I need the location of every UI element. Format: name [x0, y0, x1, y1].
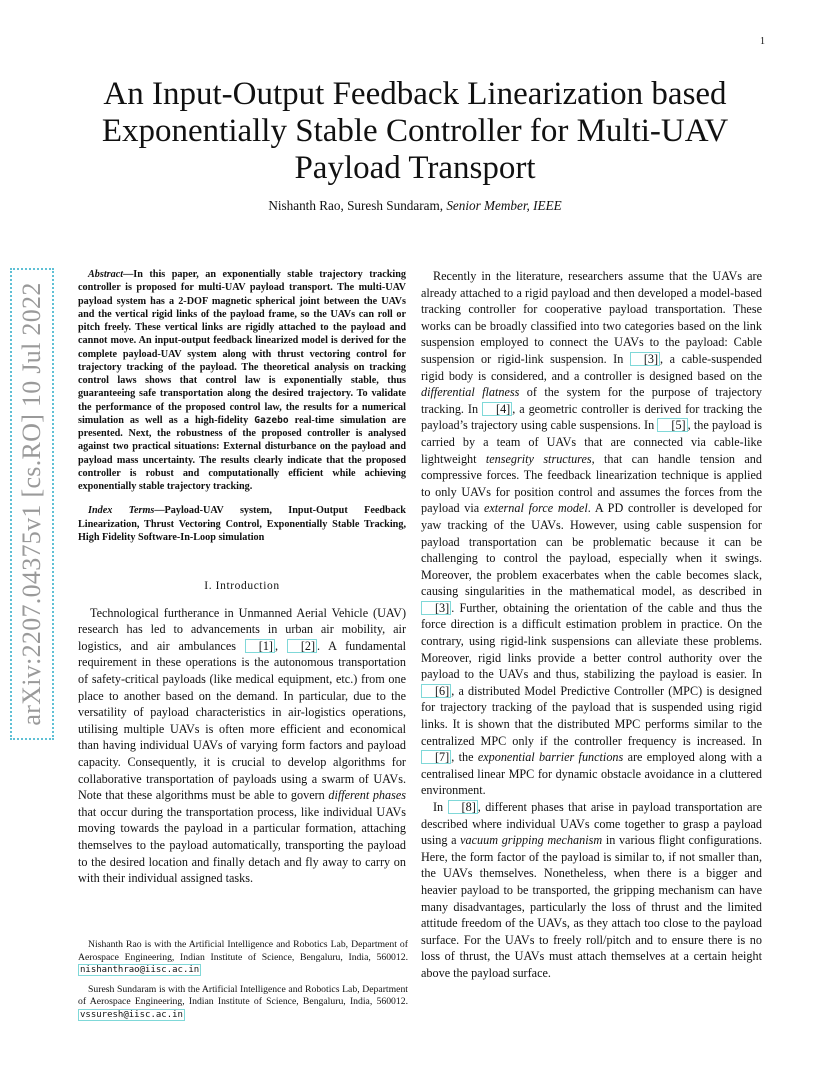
citation-link[interactable]: [1] [245, 639, 275, 653]
body-paragraph: In [8] , different phases that arise in payload transportation are described where individual UAVs come together to grasp a payload using a vacuum gripping mechanism in various flight configurations. Here, the form factor of the payload is similar to, if not smaller than, the UAVs themselves. Nonetheless, when there is a bigger and heavier payload to be transported, the gripping mechanism can have many disadvantages, particularly the loss of thrust and the limited attitude freedom of the UAVs, as they attach too close to the payload surface. For the UAVs to freely roll/pitch and to ensure there is no loss of thrust, the UAVs must attach themselves at a certain height above the payload surface. [421, 800, 763, 980]
title-line: Exponentially Stable Controller for Multi-UAV [101, 113, 729, 149]
title-line: Payload Transport [294, 150, 536, 186]
email-link[interactable]: vssuresh@iisc.ac.in [80, 1009, 183, 1020]
citation-link[interactable]: [2] [287, 639, 317, 653]
arxiv-identifier-stamp[interactable] [10, 268, 54, 740]
arxiv-identifier: arXiv:2207.04375v1 [cs.RO] 10 Jul 2022 [17, 282, 46, 726]
author-footnotes [78, 939, 408, 1029]
abstract: Abstract—In this paper, an exponentially stable trajectory tracking controller is proposed for multi-UAV payload transport. The multi-UAV payload system has a 2-DOF magnetic spherical joint between the UAVs and the vertical rigid links of the payload frame, so the UAVs can roll or pitch freely. These vertical links are rigidly attached to the payload and cannot move. An input-output feedback linearized model is derived for the complete payload-UAV system along with thrust vectoring control for trajectory tracking of the payload. The theoretical analysis on tracking control laws shows that control law is exponentially stable, thus guaranteeing safe transportation along the desired trajectory. To validate the performance of the proposed control law, the results for a numerical simulation as well as a high-fidelity Gazebo real-time simulation are presented. Next, the robustness of the proposed controller is analysed against two practical situations: External disturbance on the payload and payload mass uncertainty. The results clearly indicate that the proposed controller is robust and computationally efficient while achieving exponentially stable trajectory tracking. [78, 269, 407, 492]
left-column [78, 268, 406, 887]
index-terms-label: Index Terms [88, 505, 155, 517]
paper-title [60, 76, 770, 187]
title-line: An Input-Output Feedback Linearization based [103, 76, 727, 112]
intro-paragraph: Technological furtherance in Unmanned Aerial Vehicle (UAV) research has led to advancements in urban air mobility, air logistics, and air ambulances [1] , [2] . A fundamental requirement in these operations is the autonomous transportation of safety-critical payloads (like medical equipment, etc.) from one place to another based on the demand. In particular, due to the versatility of payload characteristics in air-logistics operations, utilising multiple UAVs is often more efficient and economical than having individual UAVs of varying form factors and payload capacity. Consequently, it is crucial to develop algorithms for collaborative transportation of payloads using a swarm of UAVs. Note that these algorithms must be able to govern different phases that occur during the transportation process, like individual UAVs moving towards the payload in a particular formation, attaching themselves to the payload automatically, transporting the payload to the desired location and finally detach and fly away to carry on with their individual assigned tasks. [78, 605, 407, 886]
footnote: Suresh Sundaram is with the Artificial Intelligence and Robotics Lab, Department of Aerospace Engineering, Indian Institute of Science, Bengaluru, India, 560012. vssuresh@iisc.ac.in [78, 983, 408, 1020]
gazebo-code: Gazebo [254, 414, 289, 426]
section-heading-introduction: I. Introduction [204, 580, 280, 592]
citation-link[interactable]: [4] [482, 402, 512, 416]
right-column [421, 268, 762, 982]
author-names: Nishanth Rao, Suresh Sundaram, [268, 198, 447, 213]
email-link[interactable]: nishanthrao@iisc.ac.in [80, 965, 200, 976]
footnote: Nishanth Rao is with the Artificial Intelligence and Robotics Lab, Department of Aerospace Engineering, Indian Institute of Science, Bengaluru, India, 560012. nishanthrao@iisc.ac.in [78, 939, 408, 976]
author-membership: Senior Member, IEEE [446, 198, 562, 213]
citation-link[interactable]: [5] [657, 418, 687, 432]
citation-link[interactable]: [3] [630, 352, 660, 366]
author-line [60, 198, 770, 214]
citation-link[interactable]: [6] [421, 684, 451, 698]
abstract-label: Abstract [88, 269, 124, 280]
citation-link[interactable]: [7] [421, 750, 451, 764]
citation-link[interactable]: [8] [448, 800, 478, 814]
body-paragraph: Recently in the literature, researchers assume that the UAVs are already attached to a rigid payload and then developed a model-based tracking controller for cooperative payload transportation. These works can be broadly classified into two categories based on the link suspension employed to connect the UAVs to the payload: Cable suspension or rigid-link suspension. In [3] , a cable-suspended rigid body is considered, and a controller is designed based on the differential flatness of the system for the purpose of trajectory tracking. In [4] , a geometric controller is derived for tracking the payload’s trajectory using cable suspensions. In [5] , the payload is carried by a team of UAVs that are connected via cable-like lightweight tensegrity structures, that can handle tension and compressive forces. The feedback linearization technique is applied to only UAVs for position control and assumes the forces from the payload via external force model. A PD controller is developed for yaw tracking of the UAVs. However, using cable suspension for payload transportation can be problematic because it can be challenging to control the payload, especially when it swings. Moreover, the problem exacerbates when the cable becomes slack, causing singularities in the mathematical model, as described in [3] . Further, obtaining the orientation of the cable and thus the force direction is a difficult estimation problem in practice. On the contrary, using rigid-link suspensions can alleviate these problems. Moreover, rigid links provide a better control authority over the payload to the UAVs and thus, stabilizing the payload is easier. In [6] , a distributed Model Predictive Controller (MPC) is designed for trajectory tracking of the payload that is suspended using rigid links. It is shown that the distributed MPC performs similar to the centralized MPC only if the controller frequency is increased. In [7] , the exponential barrier functions are employed along with a centralised linear MPC for dynamic obstacle avoidance in a cluttered environment. [421, 269, 763, 798]
page-number: 1 [760, 36, 765, 47]
index-terms: Index Terms—Payload-UAV system, Input-Output Feedback Linearization, Thrust Vectoring Control, Exponentially Stable Tracking, High Fidelity Software-In-Loop simulation [78, 505, 406, 543]
citation-link[interactable]: [3] [421, 601, 451, 615]
